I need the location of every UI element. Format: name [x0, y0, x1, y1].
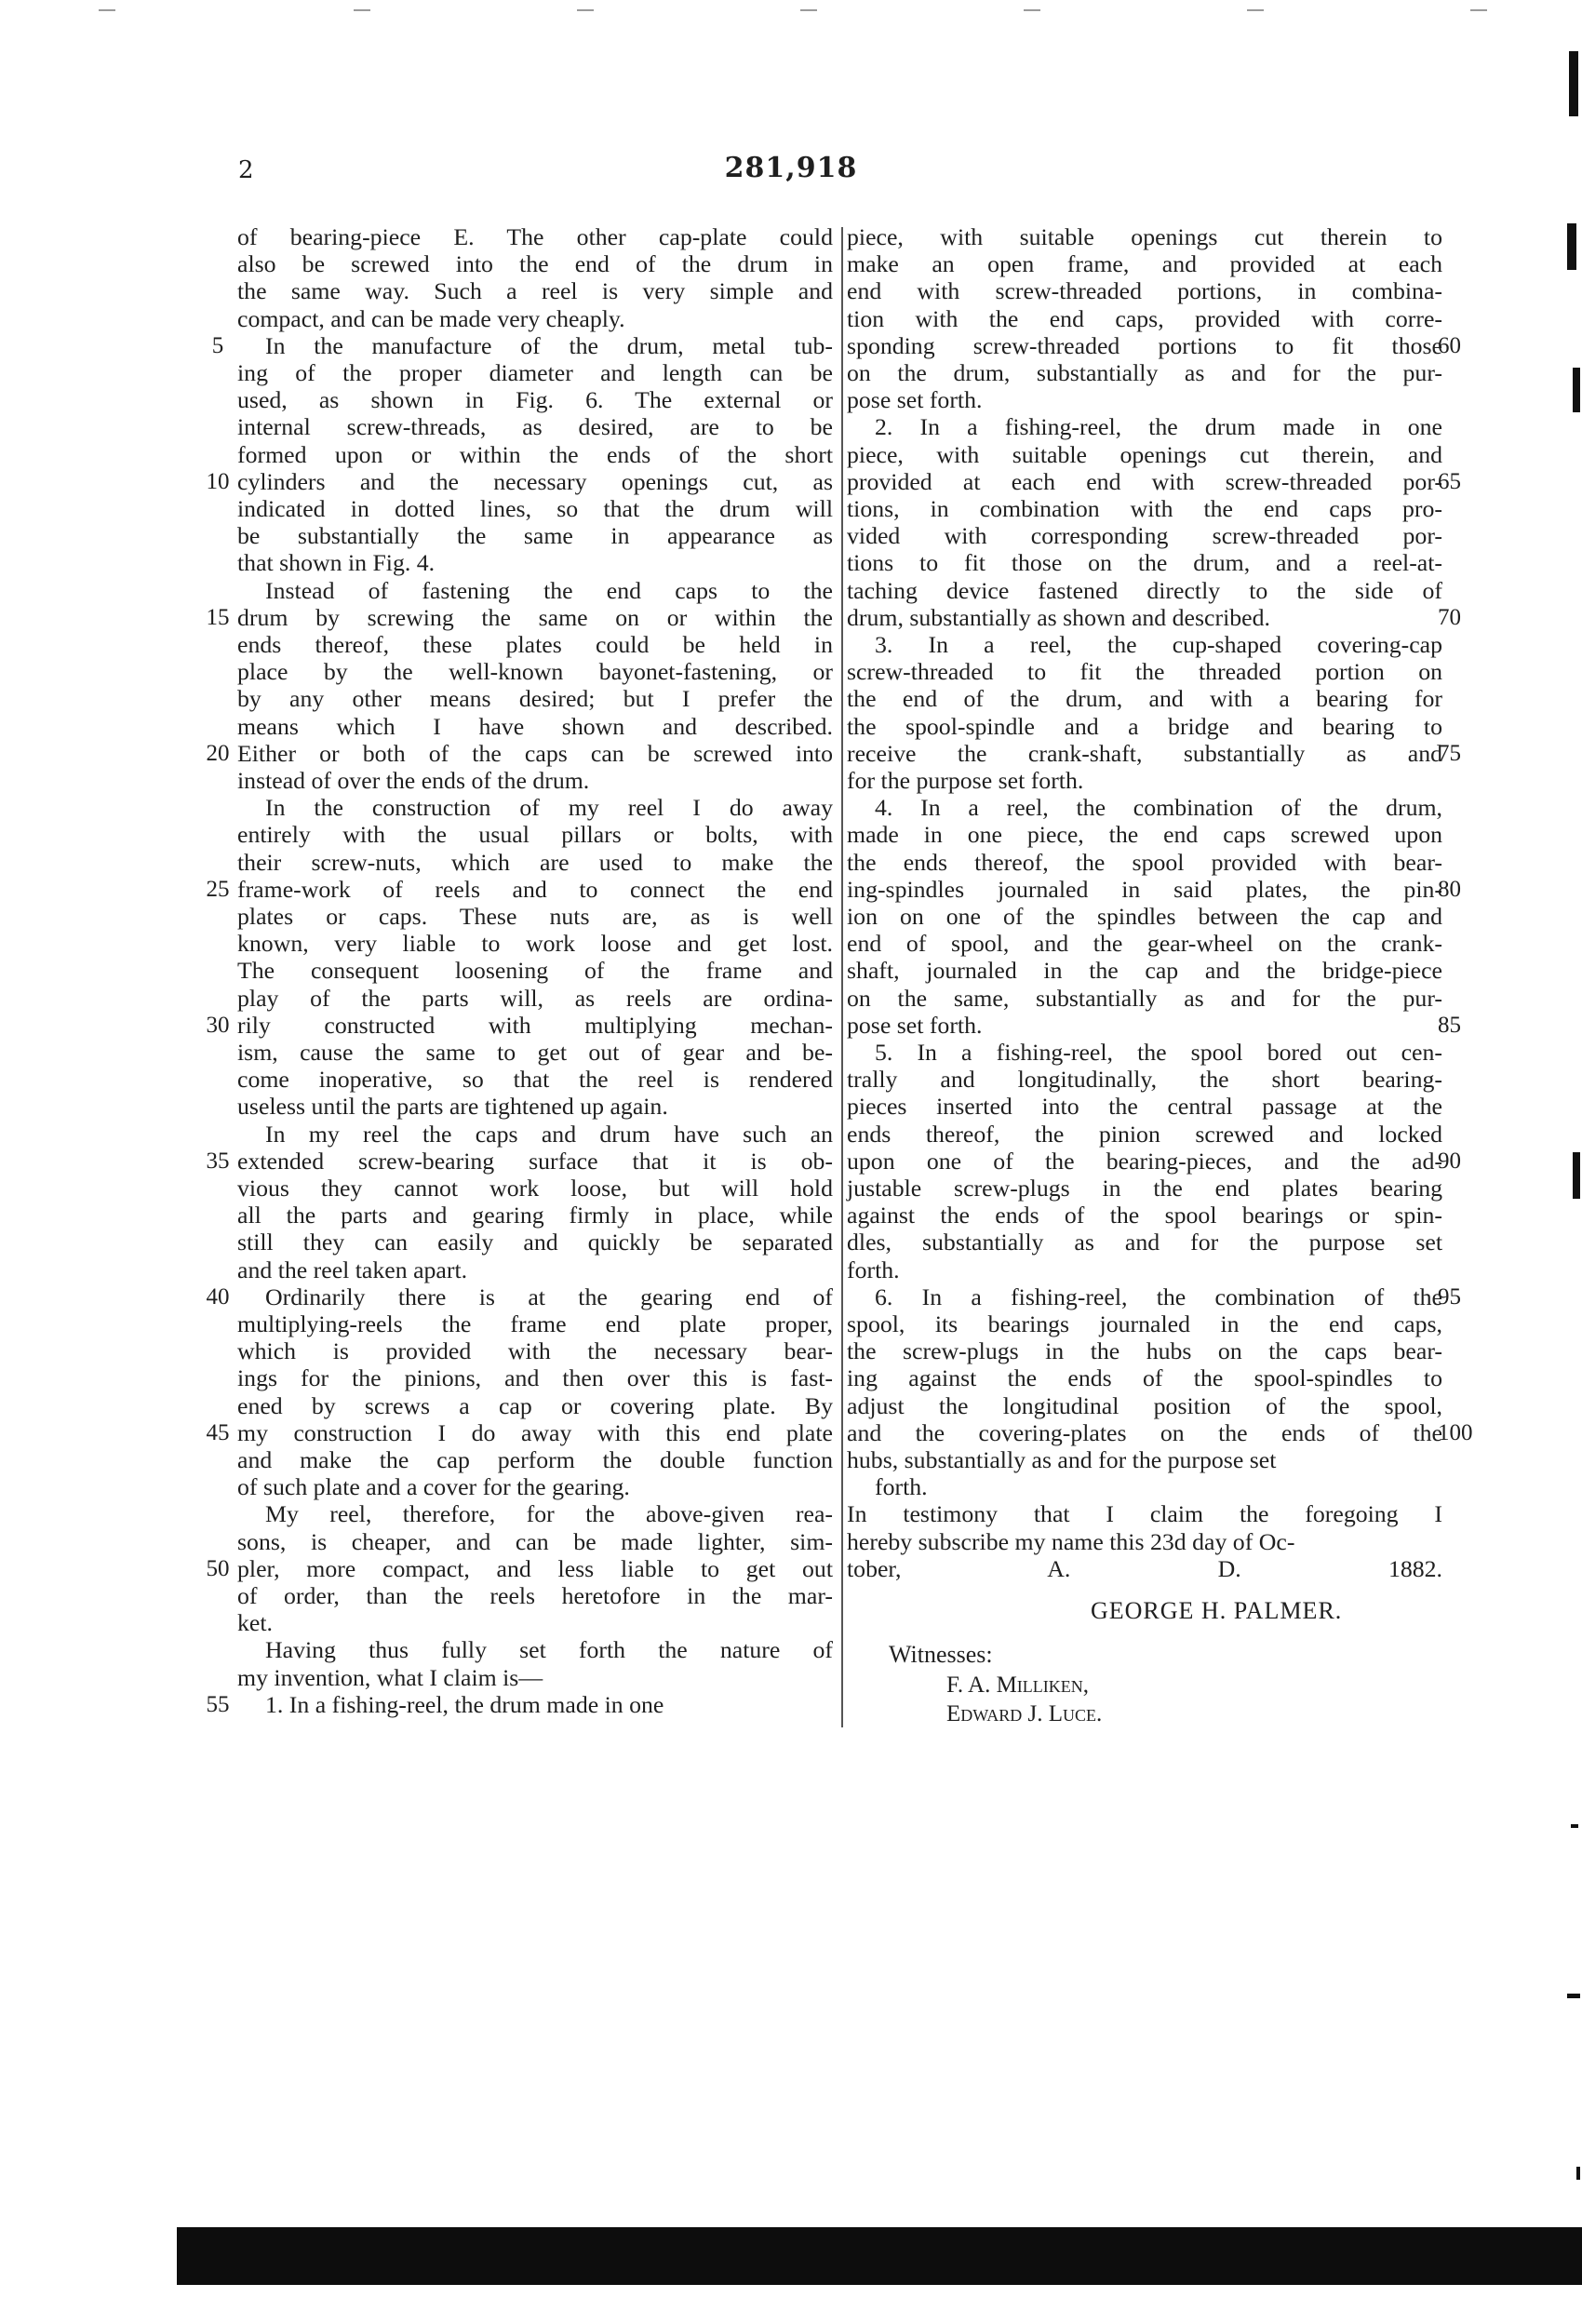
text-line: ened by screws a cap or covering plate. By [237, 1391, 833, 1419]
text-line: In my reel the caps and drum have such an [265, 1120, 833, 1148]
line-number: 90 [1438, 1148, 1461, 1174]
text-line: rily constructed with multiplying mechan- [237, 1011, 833, 1039]
text-line: trally and longitudinally, the short bearing- [847, 1066, 1442, 1094]
scan-edge-mark [1567, 1994, 1580, 1998]
scan-edge-mark [1567, 223, 1576, 270]
text-line: plates or caps. These nuts are, as is well [237, 903, 833, 930]
text-line: adjust the longitudinal position of the spool, [847, 1391, 1442, 1419]
text-line: vious they cannot work loose, but will hold [237, 1175, 833, 1202]
text-line: known, very liable to work loose and get lost. [237, 930, 833, 958]
text-line: come inoperative, so that the reel is rendered [237, 1066, 833, 1094]
witnesses-label: Witnesses: [889, 1641, 993, 1668]
top-tick [354, 9, 370, 11]
line-number: 80 [1438, 876, 1461, 902]
text-line: 2. In a fishing-reel, the drum made in one [875, 413, 1442, 441]
line-number: 75 [1438, 740, 1461, 766]
text-line: forth. [847, 1256, 900, 1283]
text-line: on the drum, substantially as and for the pur- [847, 359, 1442, 386]
text-line: that shown in Fig. 4. [237, 549, 436, 577]
text-line: hubs, substantially as and for the purpose set [847, 1446, 1277, 1473]
text-line: ends thereof, these plates could be held in [237, 631, 833, 658]
text-line: and the covering-plates on the ends of the [847, 1418, 1442, 1446]
line-number: 30 [206, 1012, 230, 1038]
text-line: of bearing-piece E. The other cap-plate could [237, 223, 833, 250]
text-line: of order, than the reels heretofore in the mar- [237, 1582, 833, 1609]
text-line: The consequent loosening of the frame and [237, 957, 833, 985]
text-line: shaft, journaled in the cap and the bridge-piece [847, 957, 1442, 985]
text-line: for the purpose set forth. [847, 767, 1084, 794]
text-line: drum, substantially as shown and described. [847, 603, 1270, 631]
scan-edge-mark [1569, 51, 1578, 116]
text-line: hereby subscribe my name this 23d day of Oc- [847, 1527, 1295, 1555]
line-number: 55 [206, 1691, 230, 1717]
text-line: taching device fastened directly to the side of [847, 576, 1442, 604]
line-number: 50 [206, 1555, 230, 1581]
scan-edge-mark [1573, 1152, 1580, 1199]
top-tick [99, 9, 115, 11]
line-number: 15 [206, 604, 230, 630]
witness-name: Edward J. Luce. [946, 1701, 1103, 1726]
line-number: 5 [211, 332, 224, 358]
text-line: piece, with suitable openings cut therein, and [847, 440, 1442, 468]
line-number: 85 [1438, 1012, 1461, 1038]
line-number: 45 [206, 1419, 230, 1445]
top-tick [1247, 9, 1264, 11]
text-line: 6. In a fishing-reel, the combination of the [875, 1283, 1442, 1310]
text-line: all the parts and gearing firmly in place, while [237, 1202, 833, 1229]
text-line: ing against the ends of the spool-spindles to [847, 1364, 1442, 1392]
text-line: entirely with the usual pillars or bolts, with [237, 821, 833, 849]
text-line: by any other means desired; but I prefer the [237, 685, 833, 713]
text-line: pieces inserted into the central passage at the [847, 1093, 1442, 1121]
text-line: which is provided with the necessary bear- [237, 1337, 833, 1365]
text-line: ings for the pinions, and then over this is fast- [237, 1364, 833, 1392]
text-line: pose set forth. [847, 1011, 983, 1039]
line-number: 40 [206, 1283, 230, 1310]
top-tick [1470, 9, 1487, 11]
text-line: piece, with suitable openings cut therein to [847, 223, 1442, 250]
scan-edge-mark [1571, 1824, 1578, 1828]
text-line: dles, substantially as and for the purpose set [847, 1229, 1442, 1256]
inventor-signature: GEORGE H. PALMER. [1091, 1597, 1343, 1624]
text-line: the ends thereof, the spool provided with bear- [847, 848, 1442, 876]
text-line: of such plate and a cover for the gearing. [237, 1473, 630, 1501]
text-line: used, as shown in Fig. 6. The external or [237, 386, 833, 414]
line-number: 70 [1438, 604, 1461, 630]
text-line: the same way. Such a reel is very simple and [237, 277, 833, 305]
text-line: forth. [875, 1473, 928, 1501]
line-number: 65 [1438, 468, 1461, 494]
witness-name: F. A. Milliken, [946, 1672, 1090, 1698]
text-line: internal screw-threads, as desired, are to be [237, 413, 833, 441]
text-line: tion with the end caps, provided with corre- [847, 304, 1442, 332]
text-line: and the reel taken apart. [237, 1256, 468, 1283]
text-line: ends thereof, the pinion screwed and locked [847, 1120, 1442, 1148]
text-line: In testimony that I claim the foregoing I [847, 1500, 1442, 1528]
text-line: In the construction of my reel I do away [265, 794, 833, 822]
text-line: 4. In a reel, the combination of the drum, [875, 794, 1442, 822]
text-line: pler, more compact, and less liable to get out [237, 1554, 833, 1582]
text-line: ing-spindles journaled in said plates, the pin- [847, 875, 1442, 903]
line-number: 35 [206, 1148, 230, 1174]
text-line: justable screw-plugs in the end plates bearing [847, 1175, 1442, 1202]
text-line: spool, its bearings journaled in the end caps, [847, 1310, 1442, 1337]
text-line: sons, is cheaper, and can be made lighter, sim- [237, 1527, 833, 1555]
text-line: ket. [237, 1609, 273, 1637]
text-line: multiplying-reels the frame end plate proper, [237, 1310, 833, 1337]
text-line: Instead of fastening the end caps to the [265, 576, 833, 604]
text-line: sponding screw-threaded portions to fit those [847, 331, 1442, 359]
text-line: ing of the proper diameter and length can be [237, 359, 833, 386]
text-line: screw-threaded to fit the threaded portion on [847, 658, 1442, 686]
text-line: tions, in combination with the end caps pro- [847, 495, 1442, 522]
text-line: ism, cause the same to get out of gear and be- [237, 1039, 833, 1066]
patent-number: 281,918 [724, 152, 858, 184]
text-line: still they can easily and quickly be separated [237, 1229, 833, 1256]
text-line: the spool-spindle and a bridge and bearing to [847, 712, 1442, 740]
line-number: 60 [1438, 332, 1461, 358]
text-line: upon one of the bearing-pieces, and the ad- [847, 1147, 1442, 1175]
text-line: against the ends of the spool bearings or spin- [847, 1202, 1442, 1229]
text-line: on the same, substantially as and for the pur- [847, 984, 1442, 1012]
text-line: my invention, what I claim is— [237, 1663, 543, 1691]
text-line: be substantially the same in appearance as [237, 522, 833, 550]
text-line: play of the parts will, as reels are ordina- [237, 984, 833, 1012]
text-line: Having thus fully set forth the nature of [265, 1636, 833, 1664]
scan-edge-mark [1576, 2167, 1580, 2180]
text-line: receive the crank-shaft, substantially as and [847, 739, 1442, 767]
text-line: the screw-plugs in the hubs on the caps bear- [847, 1337, 1442, 1365]
text-line: place by the well-known bayonet-fastening, or [237, 658, 833, 686]
text-line: cylinders and the necessary openings cut, as [237, 467, 833, 495]
text-line: ion on one of the spindles between the cap and [847, 903, 1442, 930]
text-line: 3. In a reel, the cup-shaped covering-cap [875, 631, 1442, 658]
text-line: made in one piece, the end caps screwed upon [847, 821, 1442, 849]
text-line: 1. In a fishing-reel, the drum made in one [265, 1690, 664, 1718]
scan-edge-mark [1573, 368, 1580, 412]
text-line: and make the cap perform the double function [237, 1446, 833, 1473]
text-line: extended screw-bearing surface that it is ob- [237, 1147, 833, 1175]
text-line: 5. In a fishing-reel, the spool bored out cen- [875, 1039, 1442, 1066]
top-tick [1024, 9, 1040, 11]
page-number: 2 [238, 156, 254, 184]
text-line: instead of over the ends of the drum. [237, 767, 590, 794]
text-line: frame-work of reels and to connect the end [237, 875, 833, 903]
scan-dark-bar [177, 2227, 1582, 2285]
text-line: make an open frame, and provided at each [847, 250, 1442, 278]
text-line: useless until the parts are tightened up again. [237, 1093, 668, 1121]
top-tick [800, 9, 817, 11]
text-line: Ordinarily there is at the gearing end of [265, 1283, 833, 1310]
line-number: 10 [206, 468, 230, 494]
text-line: end of spool, and the gear-wheel on the crank- [847, 930, 1442, 958]
text-line: tions to fit those on the drum, and a reel-at- [847, 549, 1442, 577]
text-line: formed upon or within the ends of the short [237, 440, 833, 468]
text-line: end with screw-threaded portions, in combina- [847, 277, 1442, 305]
text-line: provided at each end with screw-threaded por- [847, 467, 1442, 495]
line-number: 95 [1438, 1283, 1461, 1310]
text-line: the end of the drum, and with a bearing for [847, 685, 1442, 713]
text-line: pose set forth. [847, 386, 983, 414]
text-line: Either or both of the caps can be screwed into [237, 739, 833, 767]
text-line: compact, and can be made very cheaply. [237, 304, 625, 332]
text-line: their screw-nuts, which are used to make the [237, 848, 833, 876]
text-line: In the manufacture of the drum, metal tub- [265, 331, 833, 359]
text-line: my construction I do away with this end plate [237, 1418, 833, 1446]
text-line: also be screwed into the end of the drum in [237, 250, 833, 278]
text-line: My reel, therefore, for the above-given rea- [265, 1500, 833, 1528]
text-line: indicated in dotted lines, so that the drum will [237, 495, 833, 522]
line-number: 100 [1438, 1419, 1473, 1445]
text-line: vided with corresponding screw-threaded por- [847, 522, 1442, 550]
line-number: 25 [206, 876, 230, 902]
text-line: tober, A. D. 1882. [847, 1554, 1442, 1582]
text-line: means which I have shown and described. [237, 712, 833, 740]
column-divider [841, 227, 843, 1727]
text-line: drum by screwing the same on or within the [237, 603, 833, 631]
top-tick [577, 9, 594, 11]
line-number: 20 [206, 740, 230, 766]
